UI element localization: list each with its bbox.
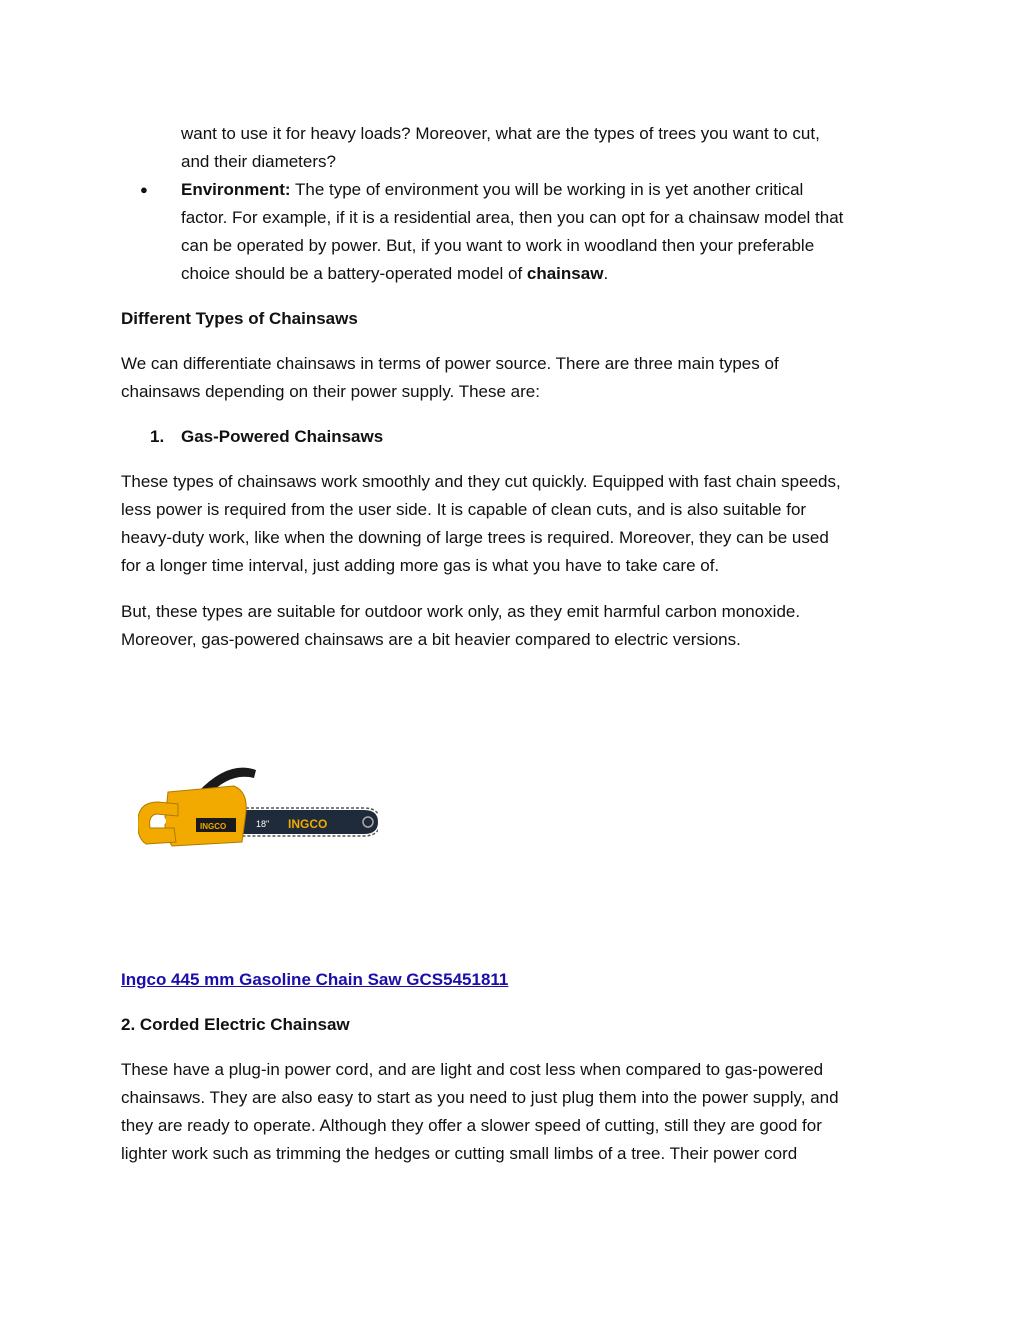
paragraph-line: they are ready to operate. Although they offer a slower speed of cutting, still they are good for <box>121 1116 822 1135</box>
environment-text: The type of environment you will be working in is yet another critical <box>290 180 804 199</box>
chainsaw-product-image <box>138 762 378 854</box>
gas-paragraph-1 <box>121 468 921 580</box>
gas-powered-heading <box>150 423 383 451</box>
bullet-continuation-line: and their diameters? <box>181 152 336 171</box>
corded-paragraph <box>121 1056 921 1168</box>
corded-electric-heading: 2. Corded Electric Chainsaw <box>121 1015 350 1034</box>
environment-text: . <box>603 264 609 283</box>
handle-opening <box>154 816 166 826</box>
paragraph-line: But, these types are suitable for outdoor work only, as they emit harmful carbon monoxide. <box>121 602 801 621</box>
paragraph-line: less power is required from the user side. It is capable of clean cuts, and is also suitable for <box>121 500 807 519</box>
bullet-continuation-line: want to use it for heavy loads? Moreover, what are the types of trees you want to cut, <box>181 124 820 143</box>
environment-text: choice should be a battery-operated model of <box>181 264 527 283</box>
paragraph-line: Moreover, gas-powered chainsaws are a bit heavier compared to electric versions. <box>121 630 741 649</box>
bullet-dot-icon: ● <box>140 182 148 197</box>
environment-bullet-line: factor. For example, if it is a residential area, then you can opt for a chainsaw model that <box>181 208 844 227</box>
chainsaw-bold: chainsaw <box>526 264 604 283</box>
body-brand-label: INGCO <box>200 822 227 831</box>
paragraph-line: for a longer time interval, just adding more gas is what you have to take care of. <box>121 556 720 575</box>
paragraph-line: These types of chainsaws work smoothly and they cut quickly. Equipped with fast chain speeds, <box>121 472 841 491</box>
bar-brand-label: INGCO <box>288 817 328 831</box>
product-link[interactable]: Ingco 445 mm Gasoline Chain Saw GCS5451811 <box>121 970 509 989</box>
paragraph-line: lighter work such as trimming the hedges or cutting small limbs of a tree. Their power cord <box>121 1144 798 1163</box>
bar-size-label: 18" <box>256 819 270 829</box>
paragraph-line: chainsaws. They are also easy to start as you need to just plug them into the power supply, and <box>121 1088 839 1107</box>
section-heading: Different Types of Chainsaws <box>121 309 358 328</box>
gas-paragraph-2 <box>121 598 921 654</box>
paragraph-line: chainsaws depending on their power supply. These are: <box>121 382 540 401</box>
environment-bullet-line <box>181 260 608 288</box>
environment-bullet-line <box>181 176 803 204</box>
paragraph-line: We can differentiate chainsaws in terms of power source. There are three main types of <box>121 354 779 373</box>
intro-paragraph <box>121 350 921 406</box>
environment-bullet-line: can be operated by power. But, if you want to work in woodland then your preferable <box>181 236 815 255</box>
list-number: 1. <box>150 427 165 446</box>
environment-label: Environment: <box>181 180 291 199</box>
paragraph-line: heavy-duty work, like when the downing of large trees is required. Moreover, they can be used <box>121 528 829 547</box>
paragraph-line: These have a plug-in power cord, and are light and cost less when compared to gas-powered <box>121 1060 824 1079</box>
gas-powered-heading-text: Gas-Powered Chainsaws <box>181 427 384 446</box>
